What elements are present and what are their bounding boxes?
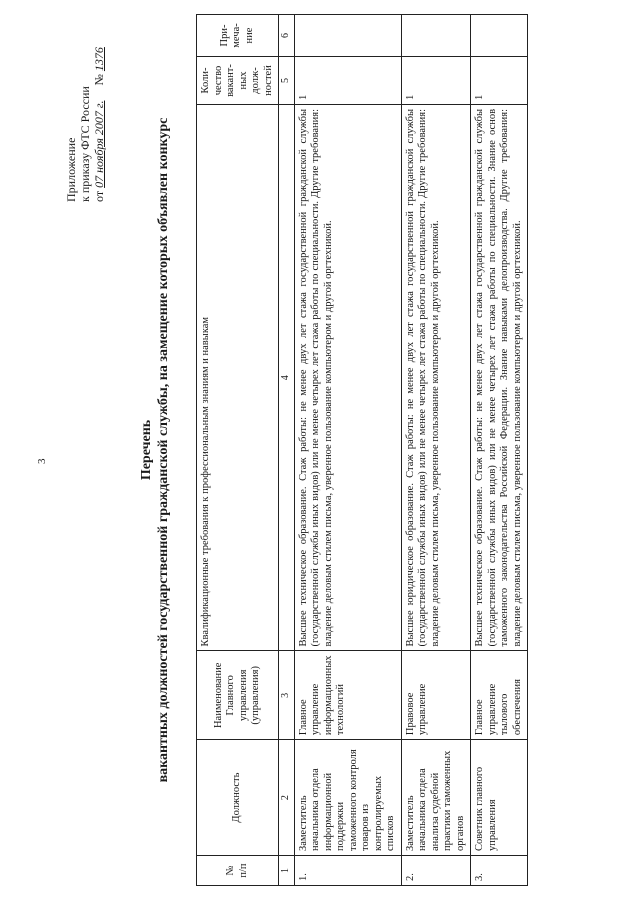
row-count: 1 [471,57,528,105]
header-position: Должность [197,740,279,856]
column-number: 3 [279,651,295,740]
header-number: № п/п [197,856,279,886]
table-row [294,15,401,886]
table-row [471,15,528,886]
row-number: 3. [471,856,528,886]
row-department: Главное управление информационных технологий [294,651,401,740]
row-department: Правовое управление [401,651,471,740]
header-count: Коли-чество вакант-ных долж-ностей [197,57,279,105]
appendix-number-label: № [92,74,106,86]
column-number: 5 [279,57,295,105]
header-department: Наименование Главного управления (управления) [197,651,279,740]
row-number: 2. [401,856,471,886]
row-department: Главное управление тылового обеспечения [471,651,528,740]
page-number: 3 [36,458,48,464]
table-row [401,15,471,886]
row-count: 1 [401,57,471,105]
header-note: При-меча-ние [197,15,279,57]
appendix-from-label: от [92,190,106,202]
header-requirements: Квалификационные требования к профессиональным знаниям и навыкам [197,104,279,651]
heading-subtitle: вакантных должностей государственной гражданской службы, на замещение которых объявлен конкурс [156,117,171,783]
row-requirements: Высшее юридическое образование. Стаж работы: не менее двух лет стажа государственной гражданской службы (государственной службы иных видов) или не менее четырех лет стажа работы по специальности. Другие требования: владение деловым стилем письма, уверенное пользование компьютером и другой оргтехникой. [401,104,471,651]
row-requirements: Высшее техническое образование. Стаж работы: не менее двух лет стажа государственной гражданской службы (государственной службы иных видов) или не менее четырех лет стажа работы по специальности. Знание основ таможенного законодательства Российской Федерации. Знание навыками делопроизводства. Другие требования: владение деловым стилем письма, уверенное пользование компьютером и другой оргтехникой. [471,104,528,651]
column-number-row [279,15,295,886]
row-note [294,15,401,57]
row-note [471,15,528,57]
table-header-row [197,15,279,886]
column-number: 2 [279,740,295,856]
appendix-order-ref: к приказу ФТС России [78,86,92,202]
row-requirements: Высшее техническое образование. Стаж работы: не менее двух лет стажа государственной гражданской службы (государственной службы иных видов) или не менее четырех лет стажа работы по специальности. Другие требования: владение деловым стилем письма, уверенное пользование компьютером и другой оргтехникой. [294,104,401,651]
document-heading [138,0,172,900]
column-number: 6 [279,15,295,57]
column-number: 1 [279,856,295,886]
vacancies-table [196,14,528,886]
row-position: Заместитель начальника отдела анализа судебной практики таможенных органов [401,740,471,856]
row-position: Заместитель начальника отдела информационной поддержки таможенного контроля товаров из контролируемых списков [294,740,401,856]
appendix-date: 07 ноября 2007 г. [92,100,106,188]
row-count: 1 [294,57,401,105]
appendix-number: 1376 [92,47,106,72]
row-number: 1. [294,856,401,886]
appendix-date-line [92,47,106,202]
column-number: 4 [279,104,295,651]
appendix-block [64,47,106,202]
heading-title: Перечень [139,419,154,481]
row-position: Советник главного управления [471,740,528,856]
row-note [401,15,471,57]
appendix-title: Приложение [64,137,78,202]
